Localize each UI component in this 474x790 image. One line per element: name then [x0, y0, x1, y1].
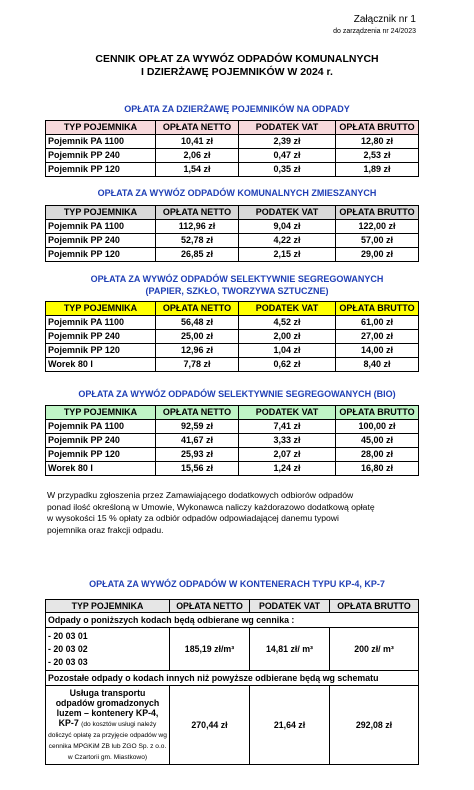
table-row	[46, 628, 419, 671]
cell-vat: 7,41 zł	[239, 420, 336, 434]
table-bio	[45, 405, 419, 476]
table-row	[46, 613, 419, 628]
col-vat: PODATEK VAT	[239, 406, 336, 420]
cell-gross: 1,89 zł	[336, 163, 419, 177]
service-note: (do kosztów usługi należy doliczyć opłatę za przyjęcie odpadów wg cennika MPGKiM ZB lub ZGO Sp. z o.o. w Czartorii gm. Miastkowo)	[48, 721, 167, 761]
cell-gross: 2,53 zł	[336, 149, 419, 163]
service-title-line: KP-7	[58, 718, 79, 728]
cell-type: Pojemnik PA 1100	[46, 316, 156, 330]
section-title-selective	[0, 273, 474, 297]
cell-net: 270,44 zł	[170, 686, 250, 765]
cell-gross: 122,00 zł	[336, 220, 419, 234]
section-title-mixed: OPŁATA ZA WYWÓZ ODPADÓW KOMUNALNYCH ZMIESZANYCH	[97, 188, 377, 198]
table-row	[46, 671, 419, 686]
table-row	[46, 220, 419, 234]
title-line-1: CENNIK OPŁAT ZA WYWÓZ ODPADÓW KOMUNALNYCH	[95, 53, 379, 65]
cell-net: 112,96 zł	[156, 220, 239, 234]
section-title-rent: OPŁATA ZA DZIERŻAWĘ POJEMNIKÓW NA ODPADY	[124, 104, 350, 114]
document-title	[0, 53, 474, 79]
table-row	[46, 163, 419, 177]
cell-gross: 29,00 zł	[336, 248, 419, 262]
section-title-selective-line2: (PAPIER, SZKŁO, TWORZYWA SZTUCZNE)	[145, 286, 329, 296]
cell-net: 10,41 zł	[156, 135, 239, 149]
table-row	[46, 330, 419, 344]
cell-type: Pojemnik PP 240	[46, 234, 156, 248]
table-row	[46, 686, 419, 765]
cell-net: 7,78 zł	[156, 358, 239, 372]
cell-gross: 27,00 zł	[336, 330, 419, 344]
table-rent	[45, 120, 419, 177]
col-gross: OPŁATA BRUTTO	[336, 121, 419, 135]
cell-vat: 2,15 zł	[239, 248, 336, 262]
table-row	[46, 358, 419, 372]
section-title-selective-line1: OPŁATA ZA WYWÓZ ODPADÓW SELEKTYWNIE SEGREGOWANYCH	[90, 274, 384, 284]
service-title-line: odpadów gromadzonych	[55, 698, 160, 708]
cell-gross: 61,00 zł	[336, 316, 419, 330]
col-net: OPŁATA NETTO	[156, 406, 239, 420]
cell-type: Pojemnik PP 240	[46, 330, 156, 344]
cell-vat: 3,33 zł	[239, 434, 336, 448]
cell-type: Worek 80 l	[46, 358, 156, 372]
table-header-row	[46, 406, 419, 420]
cell-vat: 1,24 zł	[239, 462, 336, 476]
waste-code: - 20 03 02	[48, 643, 88, 654]
table-header-row	[46, 302, 419, 316]
cell-type: Pojemnik PP 120	[46, 344, 156, 358]
col-net: OPŁATA NETTO	[156, 206, 239, 220]
service-description	[46, 686, 170, 765]
col-net: OPŁATA NETTO	[156, 302, 239, 316]
order-reference: do zarządzenia nr 24/2023	[333, 28, 416, 35]
col-type: TYP POJEMNIKA	[46, 600, 170, 613]
col-gross: OPŁATA BRUTTO	[336, 406, 419, 420]
table-row	[46, 344, 419, 358]
cell-vat: 0,62 zł	[239, 358, 336, 372]
col-vat: PODATEK VAT	[239, 121, 336, 135]
cell-net: 12,96 zł	[156, 344, 239, 358]
cell-net: 41,67 zł	[156, 434, 239, 448]
col-gross: OPŁATA BRUTTO	[336, 206, 419, 220]
cell-vat: 14,81 zł/ m³	[250, 628, 330, 671]
cell-type: Pojemnik PP 120	[46, 248, 156, 262]
col-gross: OPŁATA BRUTTO	[336, 302, 419, 316]
table-row	[46, 234, 419, 248]
cell-gross: 200 zł/ m³	[330, 628, 419, 671]
table-containers	[45, 599, 419, 765]
cell-type: Pojemnik PP 120	[46, 448, 156, 462]
cell-type: Pojemnik PP 240	[46, 434, 156, 448]
cell-gross: 28,00 zł	[336, 448, 419, 462]
table-header-row	[46, 206, 419, 220]
table-mixed	[45, 205, 419, 262]
cell-vat: 21,64 zł	[250, 686, 330, 765]
service-title-line: Usługa transportu	[69, 688, 146, 698]
table-row	[46, 316, 419, 330]
cell-net: 185,19 zł/m³	[170, 628, 250, 671]
col-net: OPŁATA NETTO	[156, 121, 239, 135]
cell-type: Pojemnik PA 1100	[46, 220, 156, 234]
cell-net: 2,06 zł	[156, 149, 239, 163]
cell-vat: 9,04 zł	[239, 220, 336, 234]
table-row	[46, 434, 419, 448]
cell-type: Worek 80 l	[46, 462, 156, 476]
note-line: W przypadku zgłoszenia przez Zamawiającego dodatkowych odbiorów odpadów	[47, 490, 354, 500]
cell-net: 1,54 zł	[156, 163, 239, 177]
col-type: TYP POJEMNIKA	[46, 121, 156, 135]
col-type: TYP POJEMNIKA	[46, 302, 156, 316]
note-line: w wysokości 15 % opłaty za odbiór odpadów odpowiadającej danemu typowi	[47, 513, 339, 523]
cell-vat: 1,04 zł	[239, 344, 336, 358]
table-header-row	[46, 600, 419, 613]
note-line: ponad ilość określoną w Umowie, Wykonawca naliczy każdorazowo dodatkową opłatę	[47, 501, 375, 512]
cell-net: 26,85 zł	[156, 248, 239, 262]
table-row	[46, 448, 419, 462]
cell-vat: 0,47 zł	[239, 149, 336, 163]
col-vat: PODATEK VAT	[239, 302, 336, 316]
cell-type: Pojemnik PP 240	[46, 149, 156, 163]
waste-codes	[46, 628, 170, 671]
section-row-listed-codes: Odpady o poniższych kodach będą odbierane wg cennika :	[46, 613, 419, 628]
annex-label: Załącznik nr 1	[353, 14, 416, 25]
cell-vat: 2,07 zł	[239, 448, 336, 462]
cell-net: 15,56 zł	[156, 462, 239, 476]
cell-gross: 57,00 zł	[336, 234, 419, 248]
cell-vat: 2,39 zł	[239, 135, 336, 149]
cell-vat: 4,52 zł	[239, 316, 336, 330]
cell-type: Pojemnik PA 1100	[46, 135, 156, 149]
service-title-line: luzem – kontenery KP-4,	[56, 708, 159, 718]
cell-net: 56,48 zł	[156, 316, 239, 330]
cell-vat: 0,35 zł	[239, 163, 336, 177]
cell-vat: 4,22 zł	[239, 234, 336, 248]
cell-net: 25,93 zł	[156, 448, 239, 462]
cell-gross: 100,00 zł	[336, 420, 419, 434]
col-net: OPŁATA NETTO	[170, 600, 250, 613]
col-type: TYP POJEMNIKA	[46, 206, 156, 220]
section-row-other-codes: Pozostałe odpady o kodach innych niż powyższe odbierane będą wg schematu	[46, 671, 419, 686]
cell-vat: 2,00 zł	[239, 330, 336, 344]
table-row	[46, 462, 419, 476]
table-selective	[45, 301, 419, 372]
cell-type: Pojemnik PP 120	[46, 163, 156, 177]
col-gross: OPŁATA BRUTTO	[330, 600, 419, 613]
title-line-2: I DZIERŻAWĘ POJEMNIKÓW W 2024 r.	[141, 66, 333, 78]
note-line: pojemnika oraz frakcji odpadu.	[47, 524, 164, 535]
cell-gross: 292,08 zł	[330, 686, 419, 765]
col-vat: PODATEK VAT	[239, 206, 336, 220]
table-header-row	[46, 121, 419, 135]
table-row	[46, 248, 419, 262]
table-row	[46, 420, 419, 434]
table-row	[46, 135, 419, 149]
cell-net: 92,59 zł	[156, 420, 239, 434]
col-vat: PODATEK VAT	[250, 600, 330, 613]
waste-code: - 20 03 01	[48, 630, 88, 641]
cell-net: 52,78 zł	[156, 234, 239, 248]
section-title-containers: OPŁATA ZA WYWÓZ ODPADÓW W KONTENERACH TYPU KP-4, KP-7	[89, 579, 385, 589]
cell-gross: 12,80 zł	[336, 135, 419, 149]
cell-gross: 8,40 zł	[336, 358, 419, 372]
additional-pickups-note	[47, 490, 407, 536]
cell-gross: 45,00 zł	[336, 434, 419, 448]
section-title-bio: OPŁATA ZA WYWÓZ ODPADÓW SELEKTYWNIE SEGREGOWANYCH (BIO)	[78, 389, 396, 399]
table-row	[46, 149, 419, 163]
cell-net: 25,00 zł	[156, 330, 239, 344]
cell-type: Pojemnik PA 1100	[46, 420, 156, 434]
cell-gross: 16,80 zł	[336, 462, 419, 476]
col-type: TYP POJEMNIKA	[46, 406, 156, 420]
cell-gross: 14,00 zł	[336, 344, 419, 358]
waste-code: - 20 03 03	[48, 656, 88, 667]
